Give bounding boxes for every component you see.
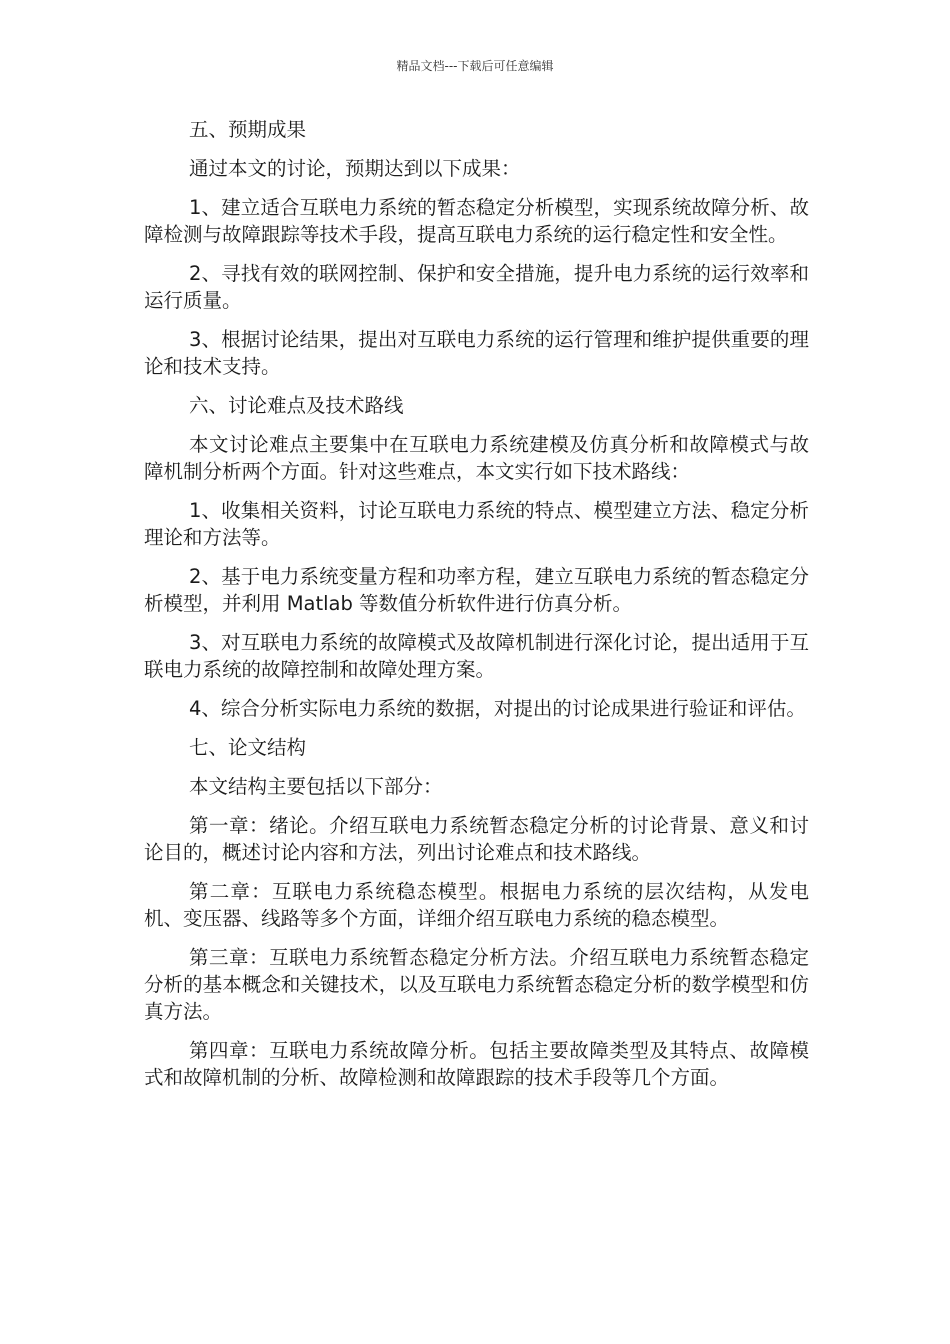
chapter-item: 第四章：互联电力系统故障分析。包括主要故障类型及其特点、故障模式和故障机制的分析、故障检测和故障跟踪的技术手段等几个方面。 [144, 1039, 809, 1089]
paragraph: 通过本文的讨论，预期达到以下成果： [189, 157, 521, 180]
list-item: 2、基于电力系统变量方程和功率方程，建立互联电力系统的暂态稳定分析模型，并利用 Matlab 等数值分析软件进行仿真分析。 [144, 565, 809, 615]
paragraph: 本文结构主要包括以下部分： [189, 775, 443, 798]
chapter-item: 第三章：互联电力系统暂态稳定分析方法。介绍互联电力系统暂态稳定分析的基本概念和关键技术，以及互联电力系统暂态稳定分析的数学模型和仿真方法。 [144, 946, 809, 1023]
chapter-item: 第一章：绪论。介绍互联电力系统暂态稳定分析的讨论背景、意义和讨论目的，概述讨论内容和方法，列出讨论难点和技术路线。 [144, 814, 809, 864]
section-heading-thesis-structure: 七、论文结构 [189, 736, 307, 759]
document-body [144, 116, 809, 1103]
section-heading-difficulties-roadmap: 六、讨论难点及技术路线 [189, 394, 404, 417]
list-item: 2、寻找有效的联网控制、保护和安全措施，提升电力系统的运行效率和运行质量。 [144, 262, 809, 312]
chapter-item: 第二章：互联电力系统稳态模型。根据电力系统的层次结构，从发电机、变压器、线路等多个方面，详细介绍互联电力系统的稳态模型。 [144, 880, 809, 930]
list-item: 3、根据讨论结果，提出对互联电力系统的运行管理和维护提供重要的理论和技术支持。 [144, 328, 809, 378]
list-item: 3、对互联电力系统的故障模式及故障机制进行深化讨论，提出适用于互联电力系统的故障控制和故障处理方案。 [144, 631, 809, 681]
page-header: 精品文档---下载后可任意编辑 [396, 59, 554, 73]
list-item: 1、收集相关资料，讨论互联电力系统的特点、模型建立方法、稳定分析理论和方法等。 [144, 499, 809, 549]
paragraph: 本文讨论难点主要集中在互联电力系统建模及仿真分析和故障模式与故障机制分析两个方面。针对这些难点，本文实行如下技术路线： [144, 433, 809, 483]
list-item: 4、综合分析实际电力系统的数据，对提出的讨论成果进行验证和评估。 [189, 697, 806, 720]
section-heading-expected-results: 五、预期成果 [189, 118, 307, 141]
list-item: 1、建立适合互联电力系统的暂态稳定分析模型，实现系统故障分析、故障检测与故障跟踪等技术手段，提高互联电力系统的运行稳定性和安全性。 [144, 196, 809, 246]
